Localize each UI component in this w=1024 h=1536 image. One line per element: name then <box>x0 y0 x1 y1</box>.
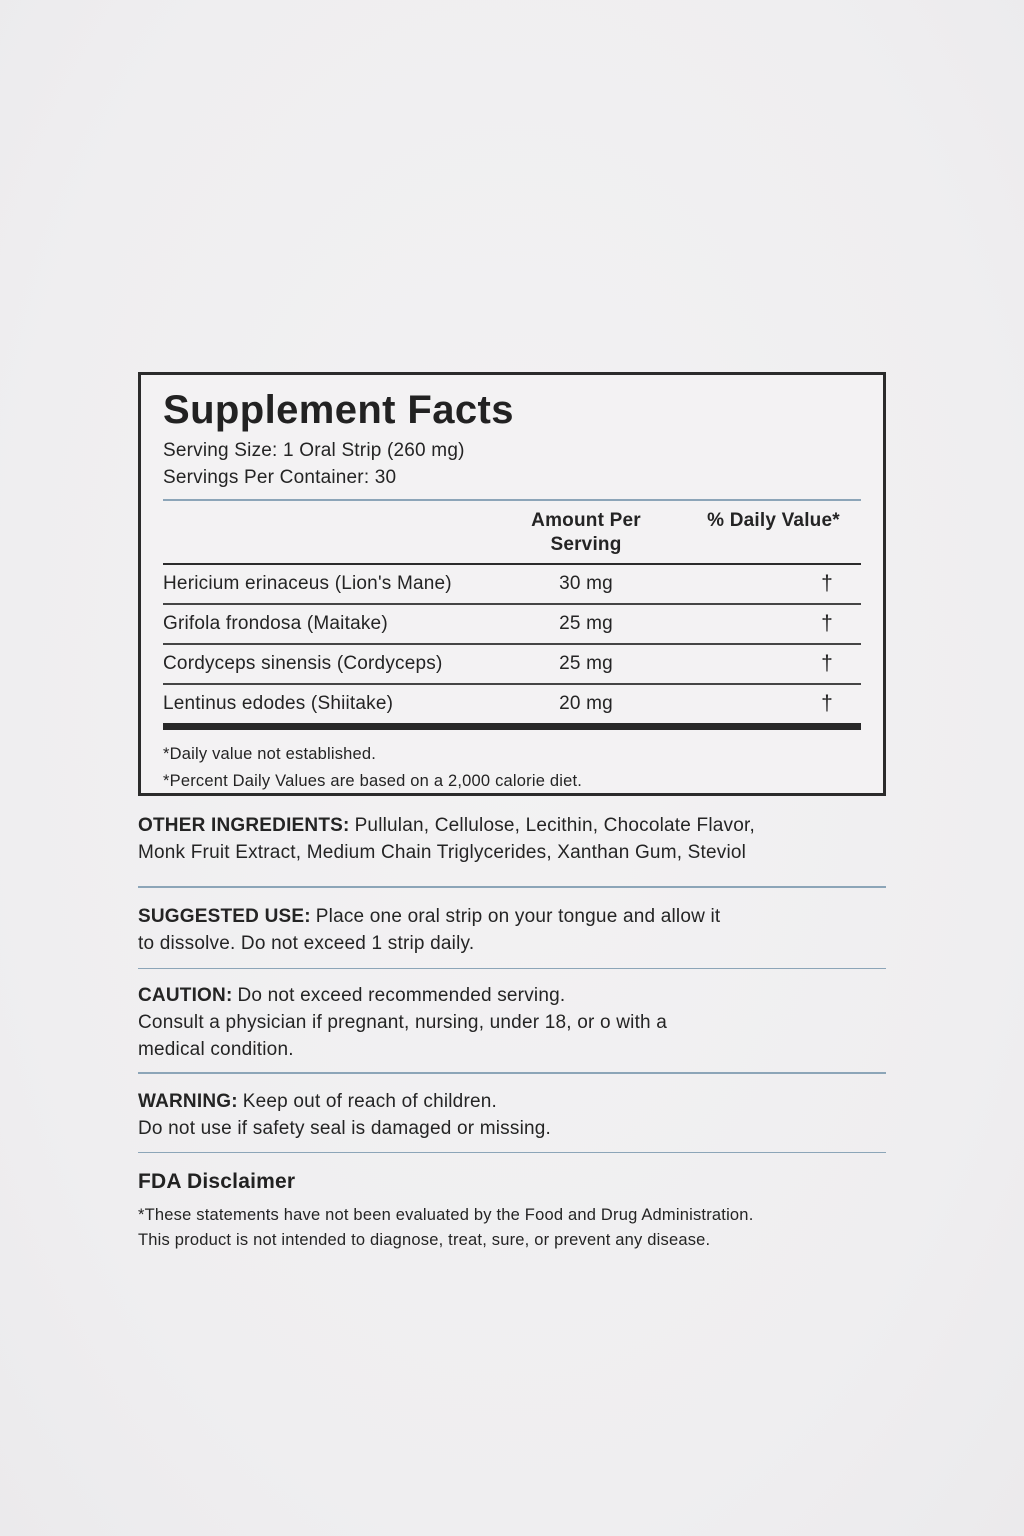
servings-per-container: Servings Per Container: 30 <box>163 467 397 488</box>
other-ingredients-label: OTHER INGREDIENTS: <box>138 815 350 836</box>
other-ingredients-line1 <box>138 812 886 839</box>
warning-label: WARNING: <box>138 1090 238 1112</box>
section-divider <box>138 1152 886 1154</box>
ingredient-name: Grifola frondosa (Maitake) <box>163 613 388 634</box>
suggested-use-line2: to dissolve. Do not exceed 1 strip daily. <box>138 932 475 954</box>
header-empty-cell <box>163 509 486 557</box>
caution-section <box>138 982 886 1063</box>
ingredient-name: Hericium erinaceus (Lion's Mane) <box>163 573 452 594</box>
section-divider <box>138 968 886 970</box>
warning-line2: Do not use if safety seal is damaged or missing. <box>138 1117 552 1139</box>
daily-value-dagger: † <box>821 612 833 635</box>
ingredient-amount: 25 mg <box>559 613 613 634</box>
label-sections <box>138 812 886 1253</box>
footnote-percent-dv: *Percent Daily Values are based on a 2,000 calorie diet. <box>163 772 583 790</box>
daily-value-dagger: † <box>821 572 833 595</box>
table-row <box>163 643 861 683</box>
fda-disclaimer-line2: This product is not intended to diagnose, treat, sure, or prevent any disease. <box>138 1231 711 1249</box>
header-amount-label: Amount Per Serving <box>531 510 641 555</box>
suggested-use-section <box>138 903 886 957</box>
caution-line2: Consult a physician if pregnant, nursing, under 18, or o with a <box>138 1012 668 1033</box>
ingredient-amount: 20 mg <box>559 693 613 714</box>
fda-disclaimer-line1: *These statements have not been evaluated by the Food and Drug Administration. <box>138 1206 754 1224</box>
caution-line1 <box>138 982 886 1009</box>
table-row <box>163 565 861 603</box>
caution-label: CAUTION: <box>138 985 233 1006</box>
suggested-use-text: Place one oral strip on your tongue and allow it <box>315 905 721 927</box>
table-header <box>163 501 861 565</box>
section-divider <box>138 886 886 888</box>
panel-title: Supplement Facts <box>163 388 514 432</box>
section-divider <box>138 1072 886 1074</box>
warning-text: Keep out of reach of children. <box>242 1090 497 1112</box>
other-ingredients-line2: Monk Fruit Extract, Medium Chain Triglycerides, Xanthan Gum, Steviol <box>138 842 747 863</box>
footnotes <box>163 741 861 795</box>
daily-value-dagger: † <box>821 692 833 715</box>
fda-disclaimer-text <box>138 1203 886 1253</box>
ingredient-name: Lentinus edodes (Shiitake) <box>163 693 394 714</box>
serving-info <box>163 437 861 491</box>
footnote-daily-value: *Daily value not established. <box>163 745 377 763</box>
daily-value-dagger: † <box>821 652 833 675</box>
table-row <box>163 603 861 643</box>
suggested-use-label: SUGGESTED USE: <box>138 905 311 927</box>
header-amount-per-serving <box>486 509 686 557</box>
ingredient-name: Cordyceps sinensis (Cordyceps) <box>163 653 443 674</box>
serving-size: Serving Size: 1 Oral Strip (260 mg) <box>163 440 465 461</box>
warning-section <box>138 1088 886 1142</box>
header-daily-value: % Daily Value* <box>707 510 840 531</box>
other-ingredients-section <box>138 812 886 866</box>
fda-disclaimer-heading: FDA Disclaimer <box>138 1170 296 1193</box>
caution-text: Do not exceed recommended serving. <box>237 985 566 1006</box>
caution-line3: medical condition. <box>138 1039 294 1060</box>
warning-line1 <box>138 1088 886 1115</box>
suggested-use-line1 <box>138 903 886 930</box>
supplement-facts-panel <box>138 372 886 796</box>
ingredient-amount: 30 mg <box>559 573 613 594</box>
table-row <box>163 683 861 723</box>
table-bottom-bar <box>163 723 861 730</box>
ingredient-amount: 25 mg <box>559 653 613 674</box>
other-ingredients-text: Pullulan, Cellulose, Lecithin, Chocolate Flavor, <box>354 815 755 836</box>
